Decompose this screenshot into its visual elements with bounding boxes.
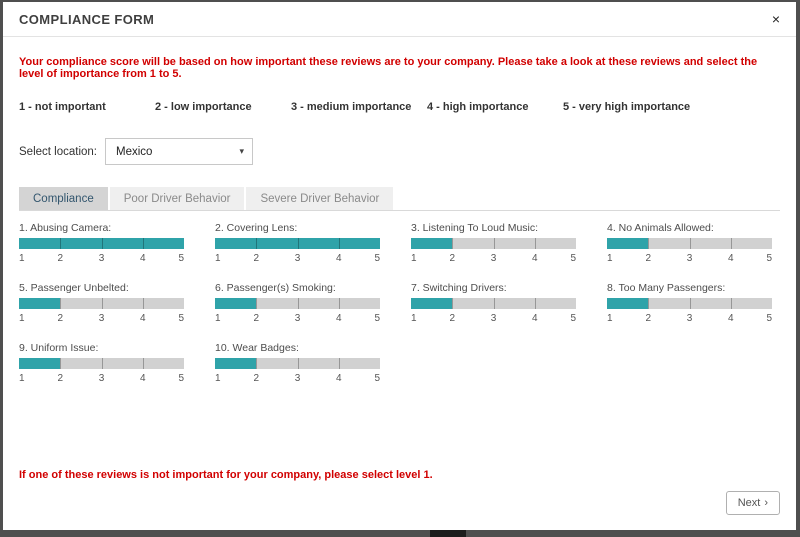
slider-scale (215, 253, 380, 265)
tab-severe-driver-behavior[interactable]: Severe Driver Behavior (246, 187, 393, 210)
scale-number: 4 (335, 373, 342, 384)
slider-group (19, 282, 184, 325)
scale-number: 2 (57, 253, 64, 264)
slider-tick (690, 238, 691, 249)
slider-tick (102, 358, 103, 369)
compliance-form-dialog (3, 2, 796, 530)
scale-number: 2 (449, 313, 456, 324)
slider-group (19, 222, 184, 265)
scale-number: 1 (215, 373, 221, 384)
legend-item: 2 - low importance (155, 101, 252, 113)
scale-number: 1 (411, 253, 417, 264)
slider-tick (452, 298, 453, 309)
slider-scale (607, 313, 772, 325)
scale-number: 1 (215, 313, 221, 324)
importance-slider[interactable] (19, 358, 184, 369)
scale-number: 1 (607, 253, 613, 264)
scale-number: 5 (178, 253, 184, 264)
slider-label: 10. Wear Badges: (215, 342, 299, 354)
slider-tick (494, 298, 495, 309)
location-row (19, 138, 780, 165)
legend-item: 5 - very high importance (563, 101, 691, 113)
scale-number: 5 (766, 313, 772, 324)
slider-label: 6. Passenger(s) Smoking: (215, 282, 336, 294)
slider-fill (19, 298, 60, 309)
scale-number: 3 (98, 373, 105, 384)
scale-number: 4 (335, 253, 342, 264)
scale-number: 3 (98, 313, 105, 324)
slider-fill (19, 358, 60, 369)
scale-number: 1 (411, 313, 417, 324)
slider-tick (60, 238, 61, 249)
close-icon[interactable]: × (771, 11, 780, 27)
slider-scale (19, 313, 184, 325)
tab-bar (19, 187, 780, 211)
scale-number: 1 (19, 373, 25, 384)
slider-scale (19, 373, 184, 385)
instructions-text: Your compliance score will be based on how important these reviews are to your company. Please take a look at these reviews and select the level of importance from 1 to 5. (19, 56, 758, 80)
slider-label: 9. Uniform Issue: (19, 342, 99, 354)
next-button-label: Next (737, 497, 761, 509)
importance-slider[interactable] (215, 238, 380, 249)
scale-number: 2 (645, 253, 652, 264)
slider-tick (256, 358, 257, 369)
slider-group (215, 342, 380, 385)
slider-tick (60, 358, 61, 369)
scale-number: 3 (490, 313, 497, 324)
scale-number: 1 (19, 313, 25, 324)
chevron-right-icon: › (764, 497, 768, 509)
importance-slider[interactable] (607, 298, 772, 309)
importance-legend (19, 101, 780, 113)
dialog-content (3, 56, 796, 515)
importance-slider[interactable] (411, 238, 576, 249)
importance-slider[interactable] (19, 238, 184, 249)
slider-fill (607, 298, 648, 309)
slider-label: 1. Abusing Camera: (19, 222, 112, 234)
importance-slider[interactable] (215, 298, 380, 309)
slider-group (607, 222, 772, 265)
slider-tick (731, 238, 732, 249)
scale-number: 1 (19, 253, 25, 264)
next-button[interactable] (726, 491, 780, 515)
scale-number: 3 (490, 253, 497, 264)
slider-fill (215, 358, 256, 369)
slider-tick (102, 238, 103, 249)
legend-item: 4 - high importance (427, 101, 529, 113)
slider-scale (411, 253, 576, 265)
slider-fill (411, 298, 452, 309)
slider-label: 4. No Animals Allowed: (607, 222, 714, 234)
slider-tick (731, 298, 732, 309)
slider-group (607, 282, 772, 325)
scale-number: 2 (645, 313, 652, 324)
scale-number: 2 (57, 373, 64, 384)
slider-tick (648, 298, 649, 309)
importance-slider[interactable] (411, 298, 576, 309)
scale-number: 3 (686, 253, 693, 264)
dialog-title: COMPLIANCE FORM (19, 11, 155, 27)
slider-tick (298, 358, 299, 369)
scale-number: 5 (570, 313, 576, 324)
scale-number: 2 (253, 373, 260, 384)
slider-tick (535, 238, 536, 249)
importance-slider[interactable] (215, 358, 380, 369)
location-dropdown-value: Mexico (116, 145, 153, 158)
scale-number: 4 (335, 313, 342, 324)
slider-tick (339, 298, 340, 309)
slider-scale (19, 253, 184, 265)
scale-number: 3 (294, 253, 301, 264)
slider-label: 3. Listening To Loud Music: (411, 222, 539, 234)
scale-number: 5 (178, 313, 184, 324)
scale-number: 5 (374, 373, 380, 384)
scale-number: 2 (57, 313, 64, 324)
scale-number: 4 (727, 313, 734, 324)
slider-tick (494, 238, 495, 249)
scale-number: 4 (139, 313, 146, 324)
slider-tick (143, 298, 144, 309)
scale-number: 5 (374, 313, 380, 324)
legend-item: 1 - not important (19, 101, 106, 113)
slider-fill (215, 298, 256, 309)
slider-fill (411, 238, 452, 249)
dialog-header (3, 2, 796, 37)
slider-tick (256, 238, 257, 249)
slider-tick (298, 238, 299, 249)
slider-grid (19, 222, 780, 385)
slider-group (411, 222, 576, 265)
location-dropdown[interactable] (105, 138, 253, 165)
scale-number: 2 (253, 253, 260, 264)
slider-tick (102, 298, 103, 309)
importance-slider[interactable] (19, 298, 184, 309)
slider-tick (256, 298, 257, 309)
scale-number: 2 (449, 253, 456, 264)
slider-label: 5. Passenger Unbelted: (19, 282, 129, 294)
slider-group (19, 342, 184, 385)
slider-tick (298, 298, 299, 309)
button-row (19, 491, 780, 515)
slider-tick (339, 358, 340, 369)
scale-number: 3 (98, 253, 105, 264)
scale-number: 3 (686, 313, 693, 324)
scale-number: 4 (531, 313, 538, 324)
scale-number: 4 (531, 253, 538, 264)
slider-label: 7. Switching Drivers: (411, 282, 507, 294)
slider-group (215, 282, 380, 325)
slider-tick (60, 298, 61, 309)
slider-tick (648, 238, 649, 249)
scale-number: 3 (294, 373, 301, 384)
slider-scale (215, 313, 380, 325)
slider-tick (143, 358, 144, 369)
footer-note: If one of these reviews is not important for your company, please select level 1. (19, 469, 433, 481)
slider-tick (535, 298, 536, 309)
scale-number: 1 (607, 313, 613, 324)
scale-number: 3 (294, 313, 301, 324)
slider-scale (215, 373, 380, 385)
bottom-notch (430, 530, 466, 537)
slider-scale (607, 253, 772, 265)
slider-group (411, 282, 576, 325)
tab-compliance[interactable]: Compliance (19, 187, 108, 210)
scale-number: 5 (178, 373, 184, 384)
tab-poor-driver-behavior[interactable]: Poor Driver Behavior (110, 187, 245, 210)
slider-group (215, 222, 380, 265)
slider-tick (143, 238, 144, 249)
slider-fill (607, 238, 648, 249)
slider-tick (452, 238, 453, 249)
slider-tick (690, 298, 691, 309)
scale-number: 5 (570, 253, 576, 264)
slider-label: 2. Covering Lens: (215, 222, 298, 234)
slider-tick (339, 238, 340, 249)
scale-number: 4 (139, 253, 146, 264)
scale-number: 4 (139, 373, 146, 384)
scale-number: 5 (374, 253, 380, 264)
slider-scale (411, 313, 576, 325)
scale-number: 4 (727, 253, 734, 264)
scale-number: 5 (766, 253, 772, 264)
slider-label: 8. Too Many Passengers: (607, 282, 726, 294)
importance-slider[interactable] (607, 238, 772, 249)
select-location-label: Select location: (19, 145, 97, 158)
scale-number: 2 (253, 313, 260, 324)
scale-number: 1 (215, 253, 221, 264)
chevron-down-icon: ▾ (239, 146, 244, 156)
legend-item: 3 - medium importance (291, 101, 412, 113)
